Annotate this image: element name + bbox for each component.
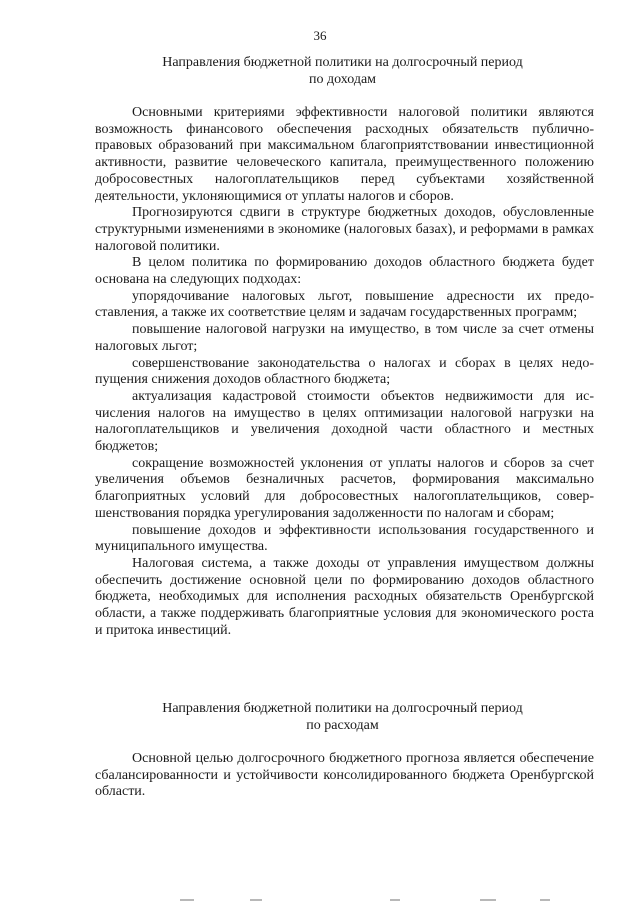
- list-item-legislation: совершенствование законодательства о налогах и сборах в целях недопущения снижения доходов областного бюджета;: [95, 355, 594, 388]
- revenue-section-heading: [110, 54, 575, 88]
- revenue-section-body: [95, 105, 594, 640]
- expenditure-section-body: [95, 751, 594, 801]
- list-item-tax-evasion: сокращение возможностей уклонения от уплаты налогов и сборов за счет увеличения объемов безналичных расчетов, формирования максимально благоприятных условий для добросовестных налогоплательщиков, совершенствования порядка урегулирования задолженности по налогам и сборам;: [95, 455, 594, 521]
- list-item-cadastral-value: актуализация кадастровой стоимости объектов недвижимости для исчисления налогов на имущество в целях оптимизации налоговой нагрузки на налогоплательщиков и увеличения доходной части областного и местных бюджетов;: [95, 388, 594, 455]
- scan-artifact-marks: [180, 899, 580, 903]
- paragraph-criteria: Основными критериями эффективности налоговой политики являются возможность финансового обеспечения расходных обязательств публично-правовых образований при максимальном благоприятствовании инвестиционной активности, развитие человеческого капитала, преимущественного положению добросовестных налогоплательщиков перед субъектами хозяйственной деятельности, уклоняющимися от уплаты налогов и сборов.: [95, 105, 594, 204]
- revenue-heading-line-2: по доходам: [308, 72, 377, 87]
- expenditure-heading-line-1: Направления бюджетной политики на долгосрочный период: [162, 701, 523, 716]
- revenue-heading-line-1: Направления бюджетной политики на долгосрочный период: [162, 55, 523, 70]
- list-item-tax-benefits: упорядочивание налоговых льгот, повышение адресности их предоставления, а также их соответствие целям и задачам государственных программ;: [95, 288, 594, 321]
- paragraph-approaches-intro: В целом политика по формированию доходов областного бюджета будет основана на следующих подходах:: [95, 255, 594, 288]
- paragraph-tax-system: Налоговая система, а также доходы от управления имуществом должны обеспечить достижение основной цели по формированию доходов областного бюджета, необходимых для исполнения расходных обязательств Оренбургской области, а также поддерживать благоприятные условия для экономического роста и притока инвестиций.: [95, 555, 594, 638]
- expenditure-heading-line-2: по расходам: [306, 718, 379, 733]
- paragraph-main-goal: Основной целью долгосрочного бюджетного прогноза является обеспечение сбалансированности и устойчивости консолидированного бюджета Оренбургской области.: [95, 751, 594, 800]
- list-item-property-income: повышение доходов и эффективности использования государственного и муниципального имущества.: [95, 522, 594, 555]
- list-item-property-tax-load: повышение налоговой нагрузки на имущество, в том числе за счет отмены налоговых льгот;: [95, 322, 594, 354]
- paragraph-forecast-shifts: Прогнозируются сдвиги в структуре бюджетных доходов, обусловленные структурными изменениями в экономике (налоговых базах), и реформами в рамках налоговой политики.: [95, 205, 594, 254]
- expenditure-section-heading: [110, 700, 575, 734]
- page-number: 36: [313, 28, 327, 43]
